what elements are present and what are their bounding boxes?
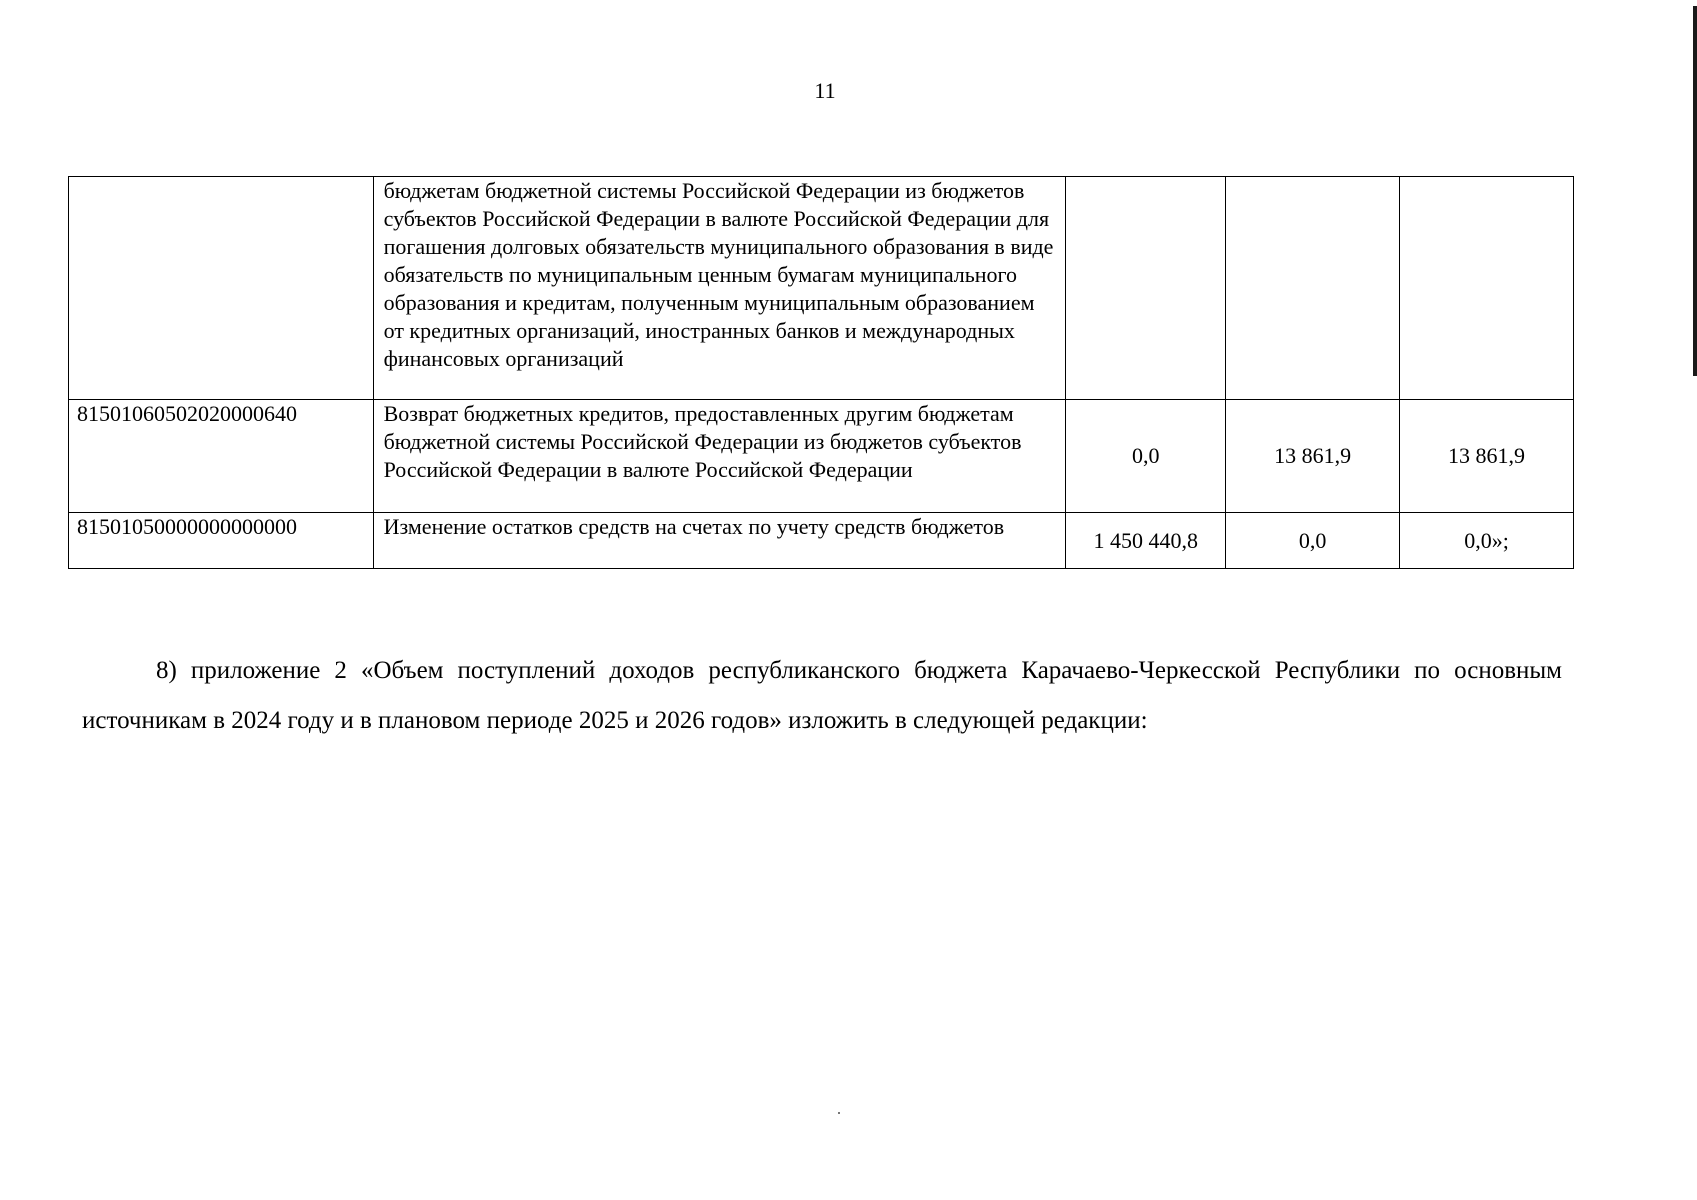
value-2024-cell: 0,0 xyxy=(1066,400,1226,513)
value-2026-cell xyxy=(1400,177,1574,400)
amendment-paragraph: 8) приложение 2 «Объем поступлений доходов республиканского бюджета Карачаево-Черкесской Республики по основным источникам в 2024 году и в плановом периоде 2025 и 2026 годов» изложить в следующей редакции: xyxy=(82,657,1562,734)
code-cell xyxy=(69,177,374,400)
sources-table-wrapper xyxy=(68,176,1574,569)
description-cell: бюджетам бюджетной системы Российской Федерации из бюджетов субъектов Российской Федерации в валюте Российской Федерации для погашения долговых обязательств муниципального образования в виде обязательств по муниципальным ценным бумагам муниципального образования и кредитам, полученным муниципальным образованием от кредитных организаций, иностранных банков и международных финансовых организаций xyxy=(373,177,1066,400)
value-2025-cell: 0,0 xyxy=(1226,513,1400,569)
description-cell: Изменение остатков средств на счетах по учету средств бюджетов xyxy=(373,513,1066,569)
value-2025-cell xyxy=(1226,177,1400,400)
value-2024-cell: 1 450 440,8 xyxy=(1066,513,1226,569)
table-row xyxy=(69,400,1574,513)
scan-dot xyxy=(838,1112,840,1114)
value-2024-cell xyxy=(1066,177,1226,400)
value-2026-cell: 0,0»; xyxy=(1400,513,1574,569)
sources-table xyxy=(68,176,1574,569)
code-cell: 81501050000000000000 xyxy=(69,513,374,569)
table-row xyxy=(69,513,1574,569)
value-2026-cell: 13 861,9 xyxy=(1400,400,1574,513)
scan-edge-line xyxy=(1693,6,1697,376)
table-row xyxy=(69,177,1574,400)
value-2025-cell: 13 861,9 xyxy=(1226,400,1400,513)
page-number: 11 xyxy=(814,78,836,103)
description-cell: Возврат бюджетных кредитов, предоставленных другим бюджетам бюджетной системы Российской Федерации из бюджетов субъектов Российской Федерации в валюте Российской Федерации xyxy=(373,400,1066,513)
code-cell: 81501060502020000640 xyxy=(69,400,374,513)
